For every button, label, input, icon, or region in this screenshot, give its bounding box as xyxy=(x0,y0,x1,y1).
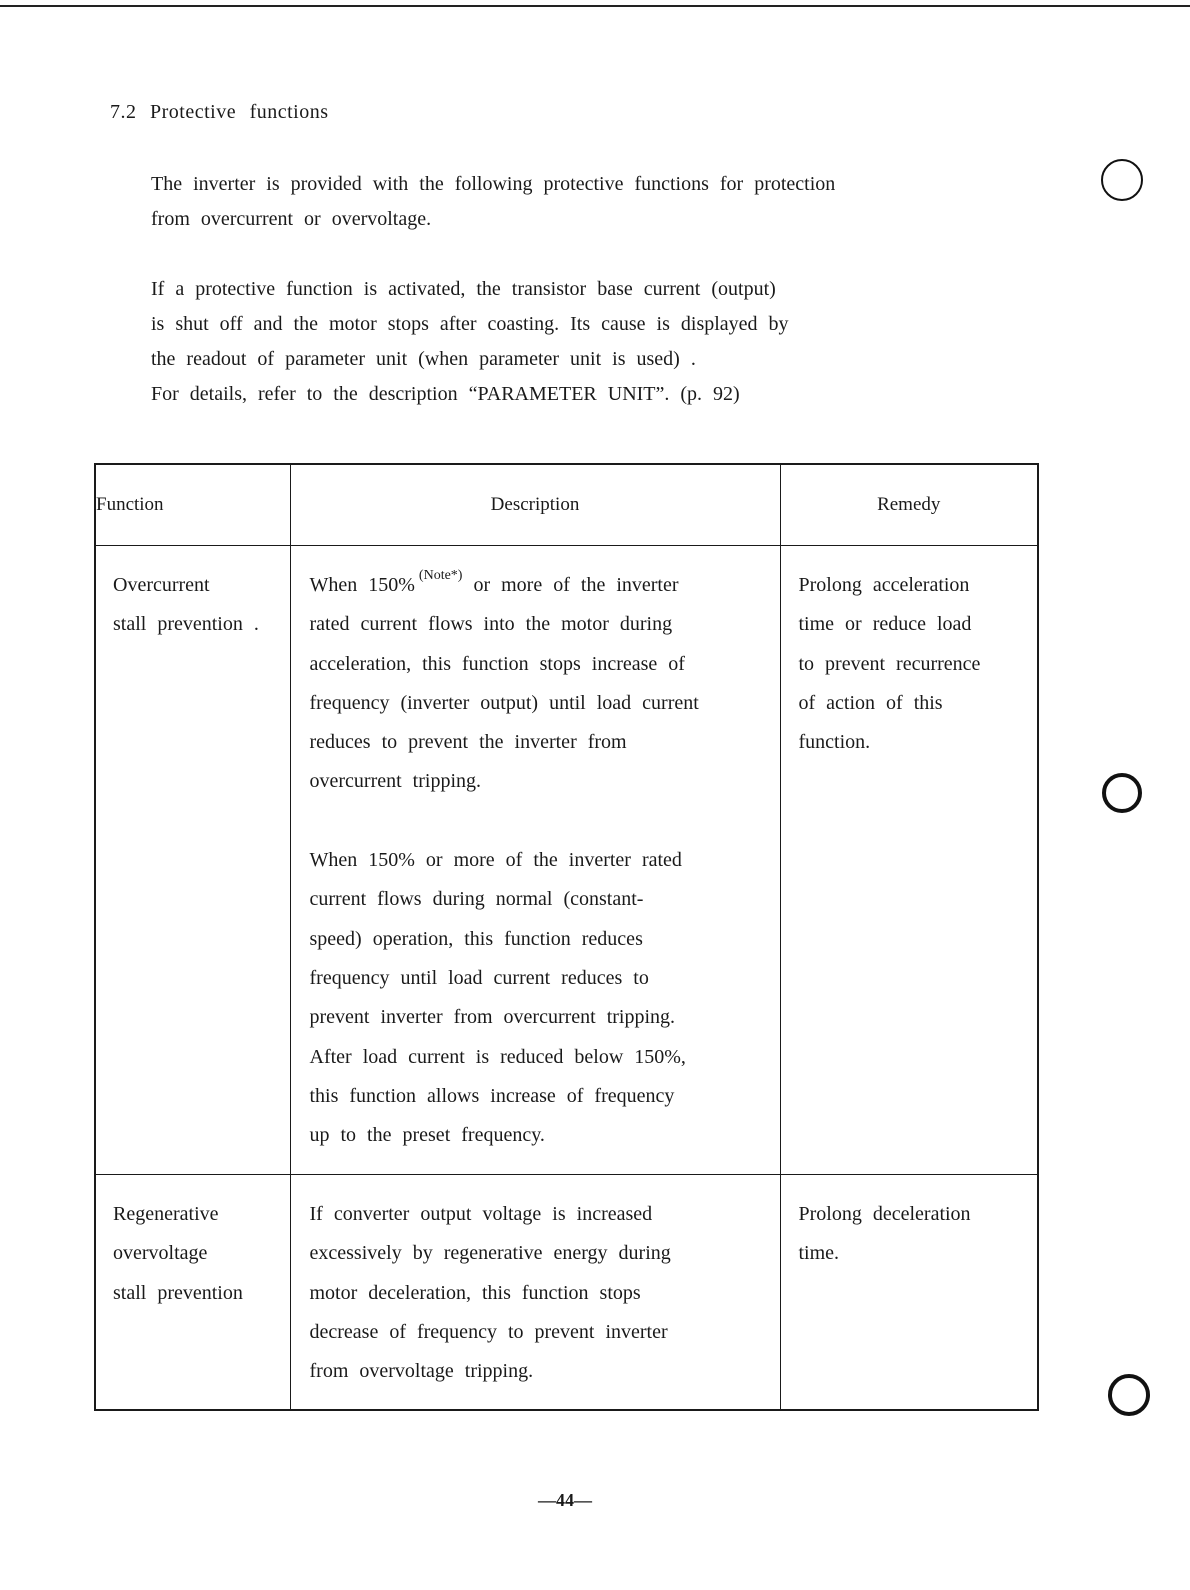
text-line: stall prevention xyxy=(113,1281,243,1304)
remedy-cell xyxy=(780,1175,1038,1411)
text-line: For details, refer to the description “PARAMETER UNIT”. (p. 92) xyxy=(151,383,740,405)
text-line: Regenerative xyxy=(113,1203,219,1225)
text-line: If converter output voltage is increased xyxy=(309,1203,653,1225)
text-line: speed) operation, this function reduces xyxy=(309,927,643,950)
text-line: current flows during normal (constant- xyxy=(309,888,644,911)
top-rule xyxy=(0,5,1190,7)
text-line: frequency until load current reduces to xyxy=(309,966,649,989)
text-line: of action of this xyxy=(798,691,943,714)
paragraph-gap xyxy=(310,802,774,841)
text-line: from overvoltage tripping. xyxy=(309,1360,534,1383)
note-marker: (Note*) xyxy=(418,568,463,583)
text-line: prevent inverter from overcurrent tripping. xyxy=(309,1006,676,1029)
header-remedy: Remedy xyxy=(780,464,1038,546)
text-line: time. xyxy=(798,1242,840,1265)
text-line: overcurrent tripping. xyxy=(309,770,481,793)
header-description: Description xyxy=(290,464,780,546)
text-line: Prolong deceleration xyxy=(798,1203,971,1225)
protective-functions-table xyxy=(94,463,1039,1411)
text-line xyxy=(310,566,774,605)
header-function: Function xyxy=(95,464,290,546)
text-fragment: When 150% xyxy=(309,574,415,596)
punch-hole-top xyxy=(1101,159,1143,201)
text-line: After load current is reduced below 150%, xyxy=(309,1045,686,1068)
text-line: reduces to prevent the inverter from xyxy=(309,731,627,754)
description-cell xyxy=(290,1175,780,1411)
description-cell xyxy=(290,546,780,1175)
text-line: acceleration, this function stops increase of xyxy=(309,652,685,675)
text-line: function. xyxy=(798,731,871,754)
text-line: up to the preset frequency. xyxy=(309,1124,545,1147)
function-cell xyxy=(95,546,290,1175)
text-line: The inverter is provided with the following protective functions for protection xyxy=(151,173,836,195)
text-line: this function allows increase of frequency xyxy=(309,1084,675,1107)
text-line: frequency (inverter output) until load current xyxy=(309,691,699,714)
table-row xyxy=(95,1175,1038,1411)
text-line: Prolong acceleration xyxy=(798,574,970,596)
text-line: is shut off and the motor stops after coasting. Its cause is displayed by xyxy=(151,313,789,335)
section-heading: 7.2 Protective functions xyxy=(110,101,329,123)
intro-paragraph-2 xyxy=(151,272,1031,412)
text-line: from overcurrent or overvoltage. xyxy=(151,208,432,230)
table-row xyxy=(95,546,1038,1175)
text-line: motor deceleration, this function stops xyxy=(309,1281,641,1304)
remedy-cell xyxy=(780,546,1038,1175)
text-line: decrease of frequency to prevent inverter xyxy=(309,1320,668,1343)
text-line: If a protective function is activated, the transistor base current (output) xyxy=(151,278,776,300)
text-line: Overcurrent xyxy=(113,574,210,596)
text-line: rated current flows into the motor during xyxy=(309,613,673,636)
punch-hole-middle xyxy=(1102,773,1142,813)
text-line: stall prevention . xyxy=(113,613,259,636)
function-cell xyxy=(95,1175,290,1411)
text-line: time or reduce load xyxy=(798,613,972,636)
page-number: —44— xyxy=(538,1490,592,1510)
intro-paragraph-1 xyxy=(151,167,1031,237)
punch-hole-bottom xyxy=(1108,1374,1150,1416)
table-header-row xyxy=(95,464,1038,546)
text-line: to prevent recurrence xyxy=(798,652,981,675)
text-line: excessively by regenerative energy during xyxy=(309,1242,671,1265)
text-line: overvoltage xyxy=(113,1242,208,1265)
text-line: When 150% or more of the inverter rated xyxy=(309,849,682,872)
text-line: the readout of parameter unit (when parameter unit is used) . xyxy=(151,348,696,370)
text-fragment: or more of the inverter xyxy=(473,574,679,596)
